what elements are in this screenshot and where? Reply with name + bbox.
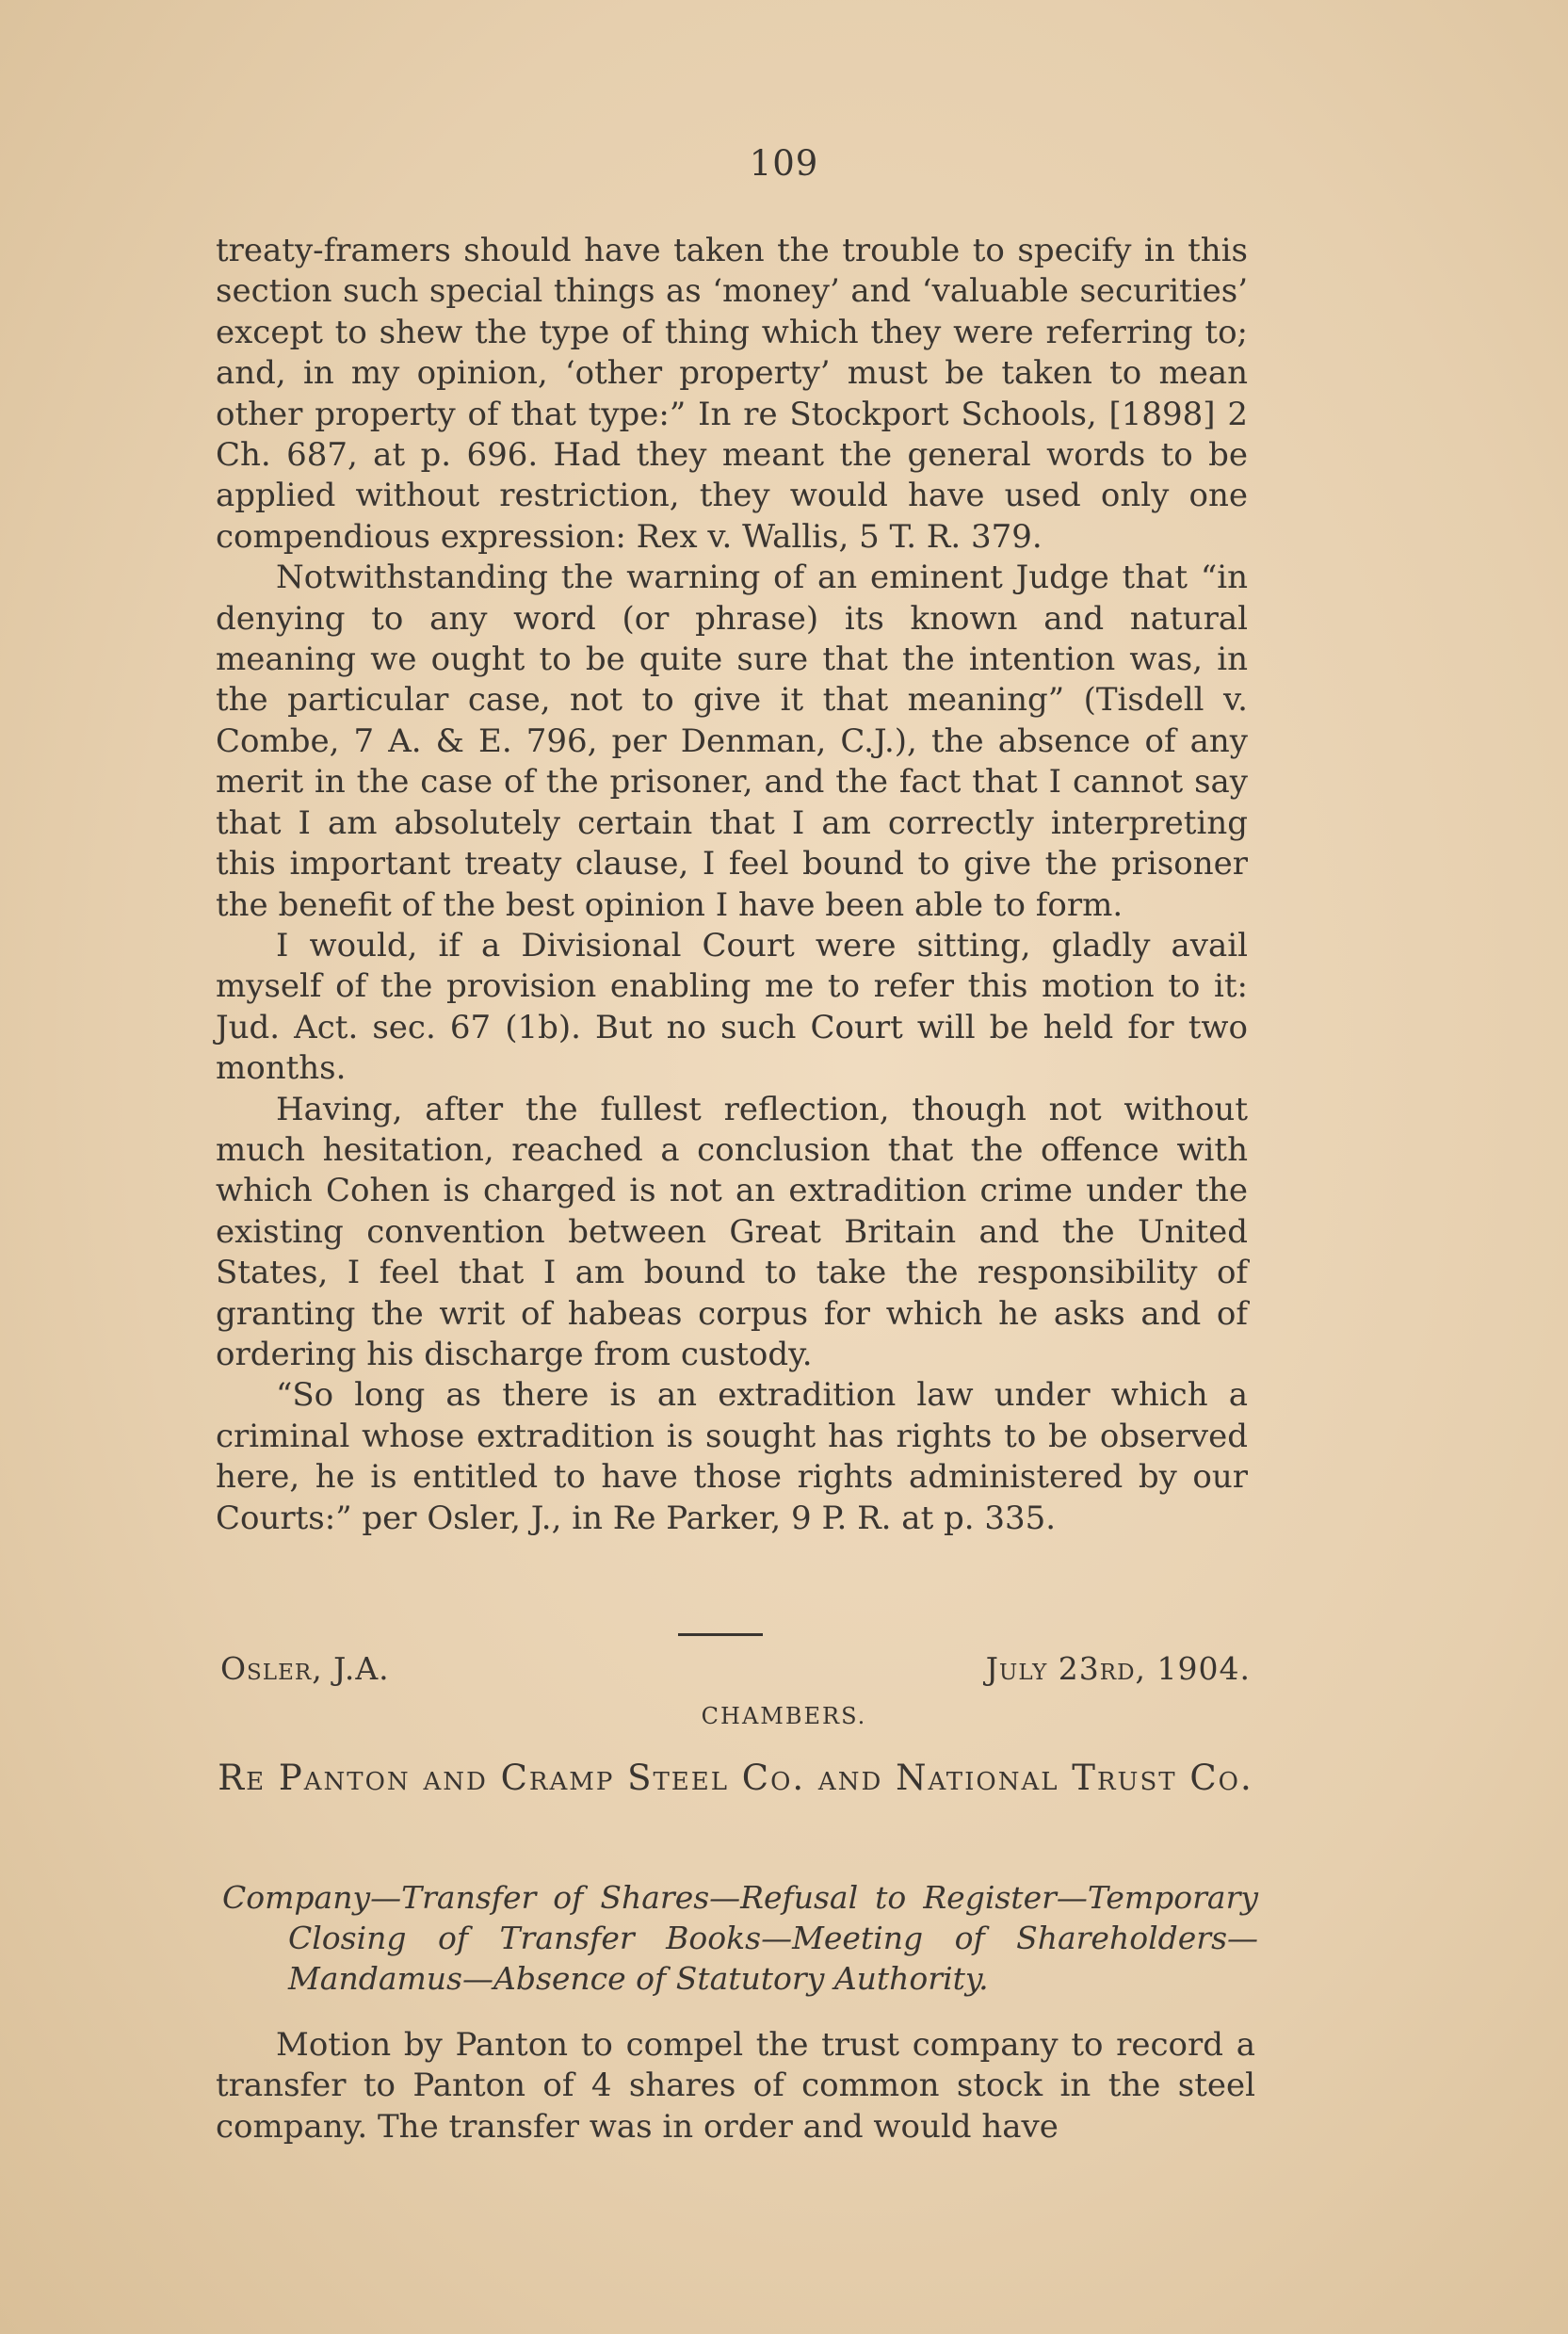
page-number: 109 <box>749 143 819 184</box>
decision-date: July 23rd, 1904. <box>985 1650 1251 1687</box>
paragraph-continuation: treaty-framers should have taken the trouble to specify in this section such special things as ‘money’ and ‘valuable securities’ except to shew the type of thing which they were referring to; and, in my opinion, ‘other property’ must be taken to mean other property of that type:” In re Stockport Schools, [1898] 2 Ch. 687, at p. 696. Had they meant the general words to be applied without restriction, they would have used only one compendious expression: Rex v. Wallis, 5 T. R. 379. <box>216 232 1248 556</box>
headnote: Company—Transfer of Shares—Refusal to Register—Temporary Closing of Transfer Books—Meeting of Shareholders—Mandamus—Absence of Statutory Authority. <box>222 1879 1258 1997</box>
judge-date-line <box>220 1650 1251 1687</box>
judge-name: Osler, J.A. <box>220 1650 390 1687</box>
case-title: Re Panton and Cramp Steel Co. and National Trust Co. <box>218 1758 1253 1798</box>
venue-label: CHAMBERS. <box>701 1703 867 1729</box>
paragraph-conclusion: Having, after the fullest reflection, though not without much hesitation, reached a conclusion that the offence with which Cohen is charged is not an extradition crime under the existing convention between Great Britain and the United States, I feel that I am bound to take the responsibility of granting the writ of habeas corpus for which he asks and of ordering his discharge from custody. <box>216 1090 1248 1373</box>
body-text <box>216 231 1248 1539</box>
paragraph-divisional-court: I would, if a Divisional Court were sitting, gladly avail myself of the provision enabling me to refer this motion to it: Jud. Act. sec. 67 (1b). But no such Court will be held for two months. <box>216 926 1248 1088</box>
paragraph-notwithstanding: Notwithstanding the warning of an eminent Judge that “in denying to any word (or phrase) its known and natural meaning we ought to be quite sure that the intention was, in the particular case, not to give it that meaning” (Tisdell v. Combe, 7 A. & E. 796, per Denman, C.J.), the absence of any merit in the case of the prisoner, and the fact that I cannot say that I am absolutely certain that I am correctly interpreting this important treaty clause, I feel bound to give the prisoner the benefit of the best opinion I have been able to form. <box>216 559 1248 924</box>
section-divider <box>678 1633 763 1636</box>
paragraph-quotation: “So long as there is an extradition law under which a criminal whose extradition is sought has rights to be observed here, he is entitled to have those rights administered by our Courts:” per Osler, J., in Re Parker, 9 P. R. at p. 335. <box>216 1376 1248 1537</box>
motion-paragraph <box>216 2025 1255 2148</box>
motion-text: Motion by Panton to compel the trust company to record a transfer to Panton of 4 shares of common stock in the steel company. The transfer was in order and would have <box>216 2026 1255 2146</box>
